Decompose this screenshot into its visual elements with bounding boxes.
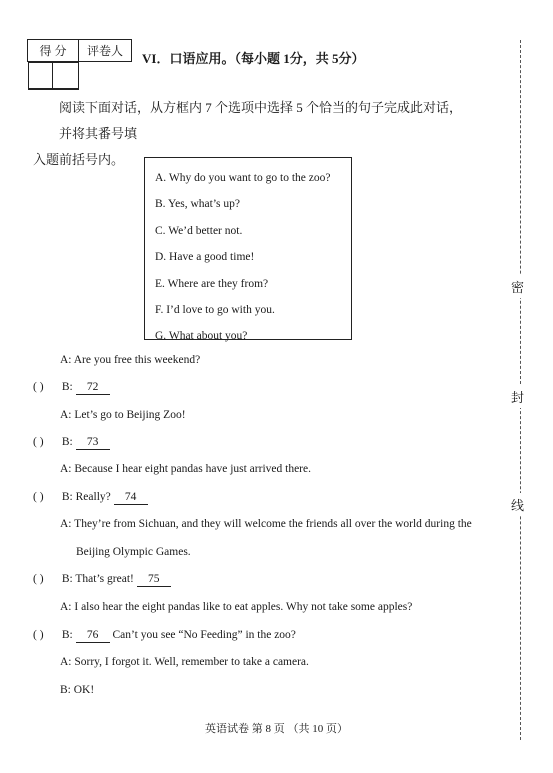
page-footer: 英语试卷 第 8 页 （共 10 页） xyxy=(205,723,348,735)
line-10-suffix: Can’t you see “No Feeding” in the zoo? xyxy=(112,629,296,641)
option-d: D. Have a good time! xyxy=(155,251,255,264)
dialogue-line-12: B: OK! xyxy=(60,684,95,696)
score-table xyxy=(27,39,132,90)
dialogue-line-6 xyxy=(33,490,148,505)
speaker-b: B: That’s great! xyxy=(61,573,134,585)
speaker-b: B: xyxy=(61,381,73,393)
blank-76: 76 xyxy=(76,629,110,643)
dialogue-line-3: A: Let’s go to Beijing Zoo! xyxy=(60,409,186,421)
answer-paren-75[interactable]: ( ) xyxy=(33,573,44,585)
option-a: A. Why do you want to go to the zoo? xyxy=(155,172,331,184)
dialogue-line-7-cont: Beijing Olympic Games. xyxy=(76,546,191,558)
dialogue-line-4 xyxy=(33,435,110,450)
dialogue-line-5: A: Because I hear eight pandas have just arrived there. xyxy=(60,463,311,475)
dialogue-line-1: A: Are you free this weekend? xyxy=(60,354,201,366)
section-title: VI．口语应用。（每小题 1分，共 5分） xyxy=(142,51,365,66)
score-cell[interactable] xyxy=(28,63,53,89)
blank-75: 75 xyxy=(137,573,171,587)
answer-paren-76[interactable]: ( ) xyxy=(33,629,44,641)
instruction-line-2: 入题前括号内。 xyxy=(33,152,125,167)
option-g: G. What about you? xyxy=(155,330,248,343)
answer-paren-73[interactable]: ( ) xyxy=(33,436,44,448)
blank-74: 74 xyxy=(114,491,148,505)
dialogue-line-7: A: They’re from Sichuan, and they will welcome the friends all over the world during the xyxy=(60,518,472,530)
dialogue-line-11: A: Sorry, I forgot it. Well, remember to take a camera. xyxy=(60,656,309,668)
option-c: C. We’d better not. xyxy=(155,224,243,237)
margin-char-feng: 封 xyxy=(511,385,524,408)
dialogue-line-2 xyxy=(33,380,110,395)
speaker-b: B: Really? xyxy=(61,491,111,503)
dialogue-line-10 xyxy=(33,628,296,643)
grader-cell[interactable] xyxy=(53,63,78,89)
option-box xyxy=(144,157,352,343)
dialogue-line-9: A: I also hear the eight pandas like to eat apples. Why not take some apples? xyxy=(60,601,413,613)
score-header: 得 分 xyxy=(28,40,79,62)
answer-paren-72[interactable]: ( ) xyxy=(33,381,44,393)
answer-paren-74[interactable]: ( ) xyxy=(33,491,44,503)
margin-char-mi: 密 xyxy=(511,275,524,298)
option-b: B. Yes, what’s up? xyxy=(155,198,240,211)
speaker-b: B: xyxy=(61,629,73,641)
grader-header: 评卷人 xyxy=(79,40,132,62)
blank-72: 72 xyxy=(76,381,110,395)
blank-73: 73 xyxy=(76,436,110,450)
margin-char-xian: 线 xyxy=(511,493,524,516)
instruction-line-1: 阅读下面对话，从方框内 7 个选项中选择 5 个恰当的句子完成此对话，并将其番号填 xyxy=(59,100,463,141)
speaker-b: B: xyxy=(61,436,73,448)
option-f: F. I’d love to go with you. xyxy=(155,303,275,316)
option-e: E. Where are they from? xyxy=(155,277,269,290)
dialogue-line-8 xyxy=(33,572,171,587)
